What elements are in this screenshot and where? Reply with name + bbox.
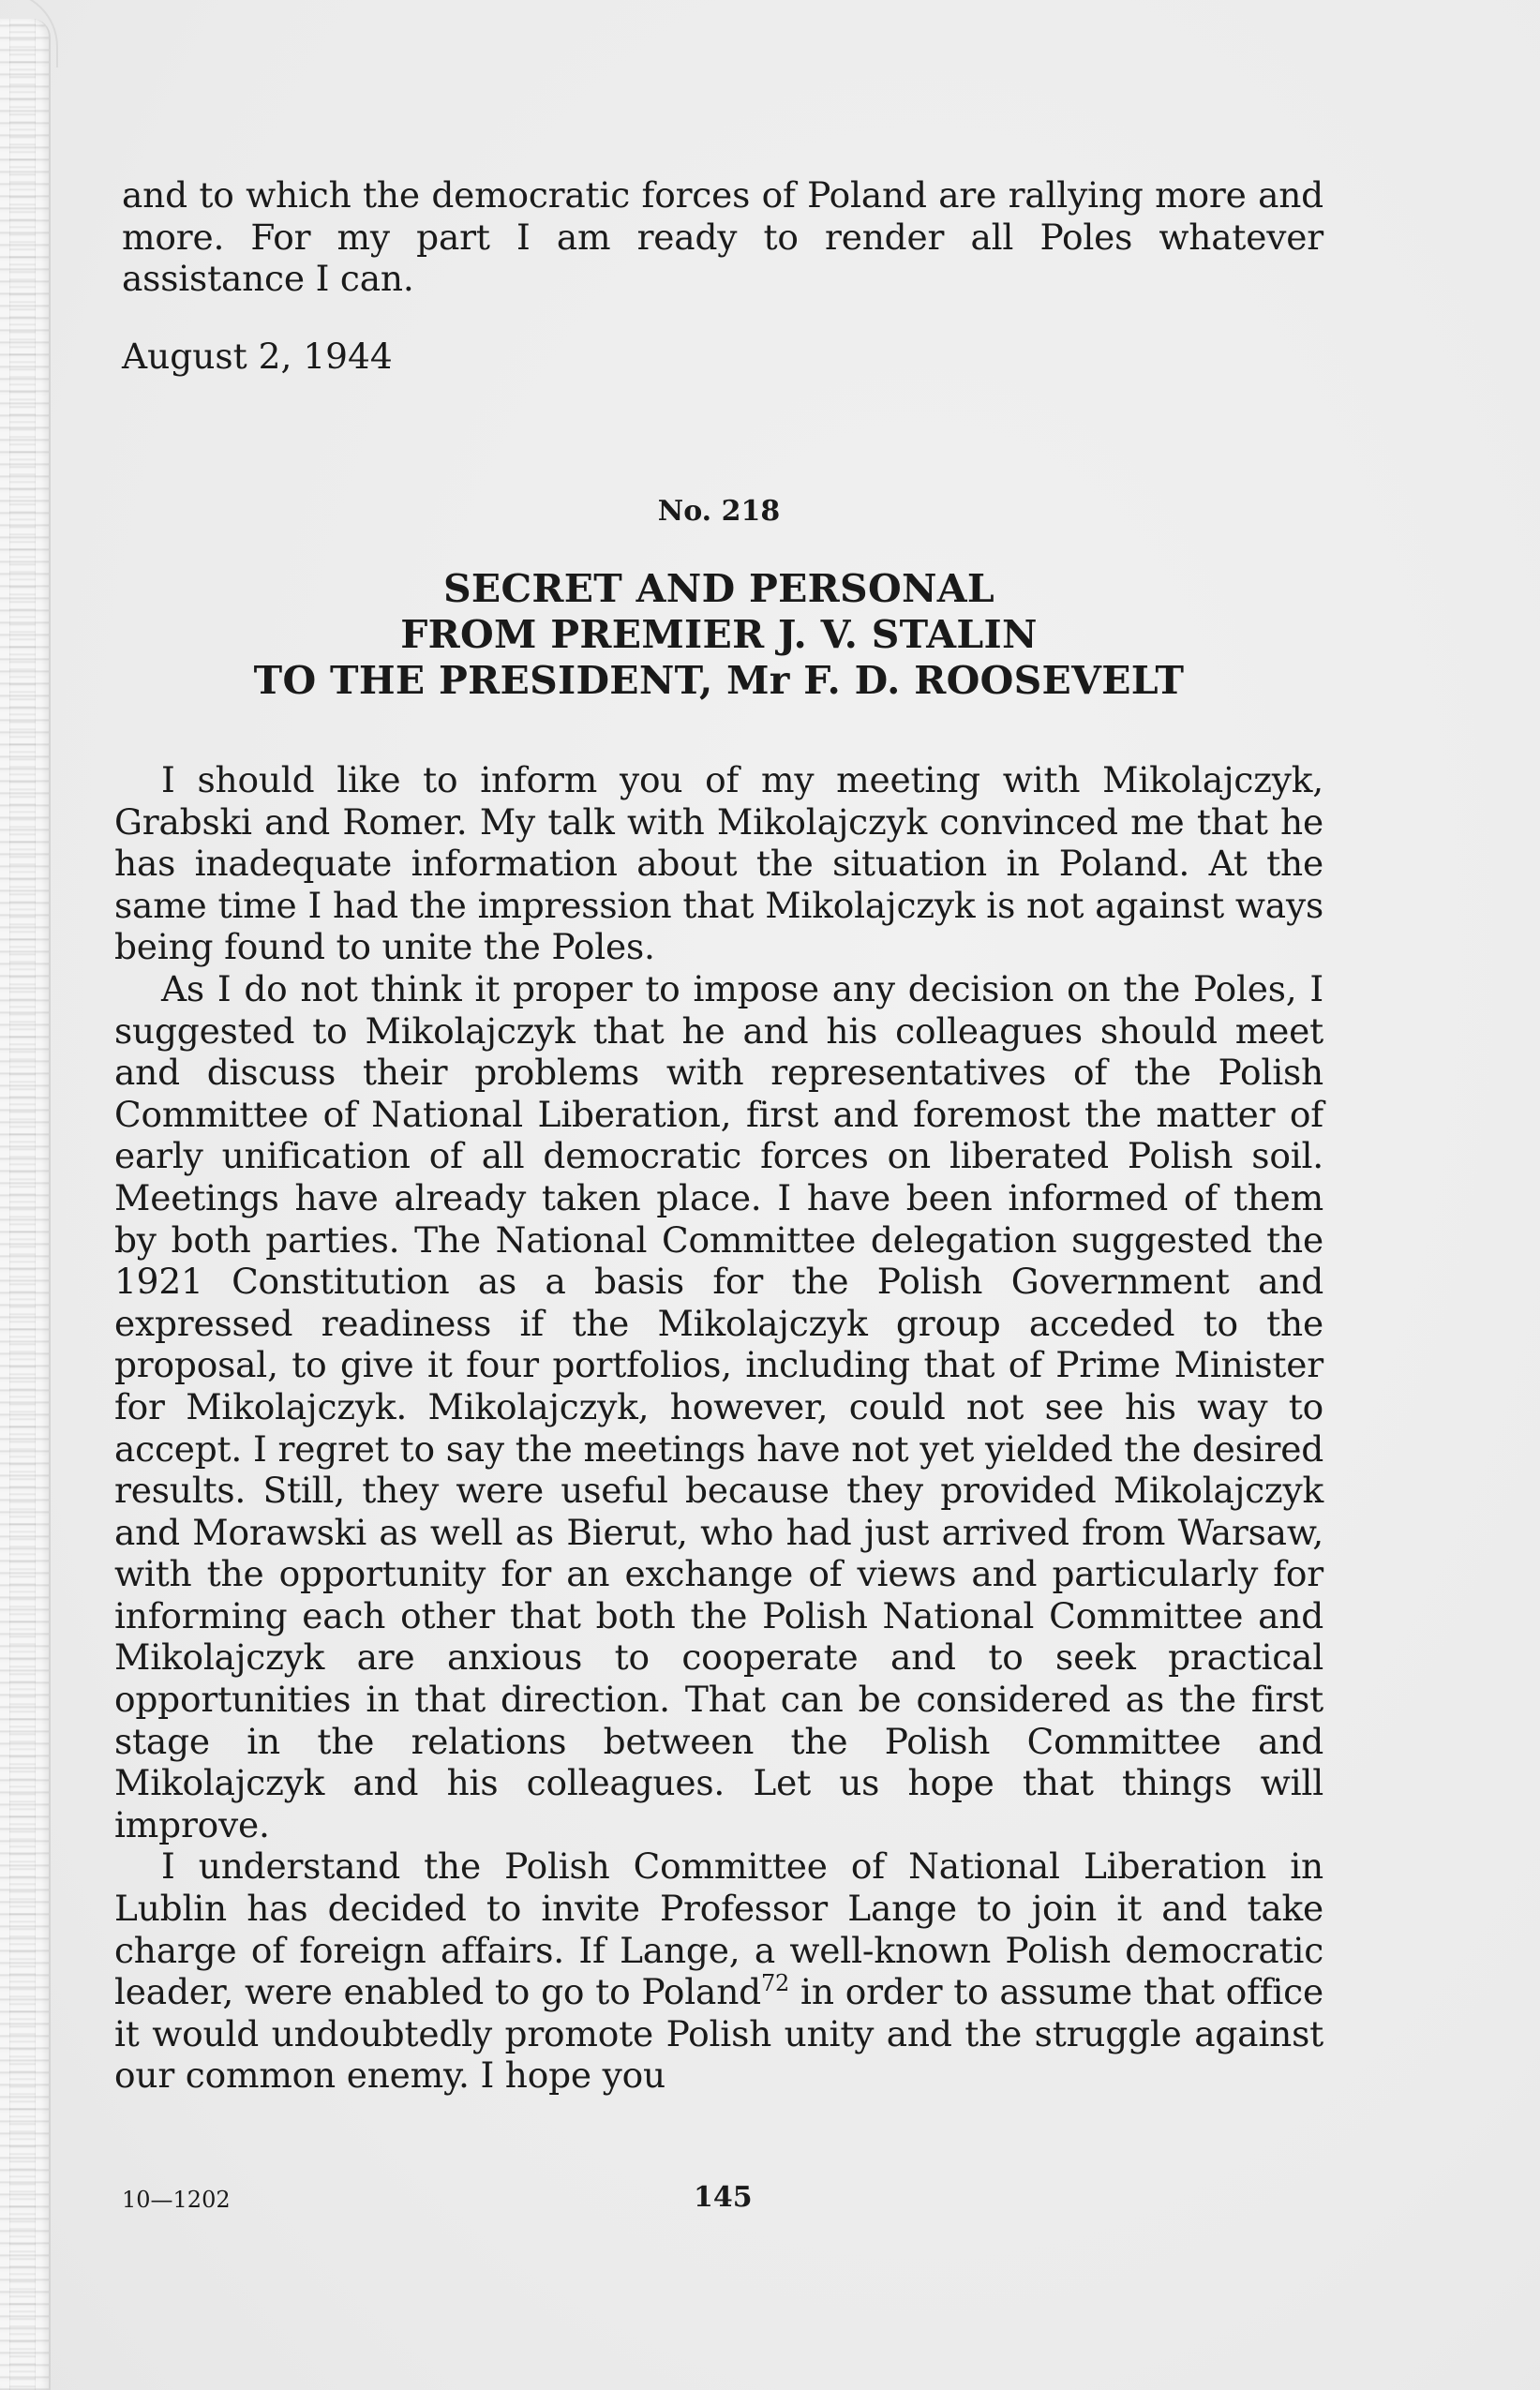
paragraph-text-before-note: I understand the Polish Committee of National Liberation in Lublin has decided to invite Professor Lange to join it and take charge of foreign affairs. If Lange, a well-known Polish democratic leader, were enabled to go to Poland	[114, 1845, 1323, 2013]
letter-body	[114, 759, 1323, 2097]
page-footer	[114, 2181, 1323, 2218]
footnote-reference: 72	[760, 1970, 790, 1997]
paragraph-text-after-note: in order to assume that office it would undoubtedly promote Polish unity and the struggle against our common enemy. I hope you	[114, 1971, 1323, 2097]
printer-signature-mark: 10—1202	[122, 2187, 231, 2213]
document-number: No. 218	[657, 495, 781, 528]
page-number: 145	[694, 2181, 753, 2214]
body-paragraph: I should like to inform you of my meeting with Mikolajczyk, Grabski and Romer. My talk with Mikolajczyk convinced me that he has inadequate information about the situation in Poland. At the same time I had the impression that Mikolajczyk is not against ways being found to unite the Poles.	[114, 759, 1323, 968]
body-paragraph-last	[114, 1845, 1323, 2097]
book-binding-edge	[0, 19, 51, 2390]
heading-line-2: FROM PREMIER J. V. STALIN	[400, 612, 1038, 657]
body-paragraph: As I do not think it proper to impose any decision on the Poles, I suggested to Mikolajczyk that he and his colleagues should meet and discuss their problems with representatives of the Polish Committee of National Liberation, first and foremost the matter of early unification of all democratic forces on liberated Polish soil. Meetings have already taken place. I have been informed of them by both parties. The National Committee delegation suggested the 1921 Constitution as a basis for the Polish Government and expressed readiness if the Mikolajczyk group acceded to the proposal, to give it four portfolios, including that of Prime Minister for Mikolajczyk. Mikolajczyk, however, could not see his way to accept. I regret to say the meetings have not yet yielded the desired results. Still, they were useful because they provided Mikolajczyk and Morawski as well as Bierut, who had just arrived from Warsaw, with the opportunity for an exchange of views and particularly for informing each other that both the Polish National Committee and Mikolajczyk are anxious to cooperate and to seek practical opportunities in that direction. That can be considered as the first stage in the relations between the Polish Committee and Mikolajczyk and his colleagues. Let us hope that things will improve.	[114, 967, 1323, 1845]
heading-line-3: TO THE PRESIDENT, Mr F. D. ROOSEVELT	[253, 658, 1185, 703]
opening-continuation-text: and to which the democratic forces of Poland are rallying more and more. For my part I am ready to render all Poles whatever assistance I can.	[122, 174, 1323, 300]
heading-line-1: SECRET AND PERSONAL	[442, 566, 994, 611]
document-heading	[114, 566, 1323, 704]
letter-date: August 2, 1944	[122, 336, 393, 377]
